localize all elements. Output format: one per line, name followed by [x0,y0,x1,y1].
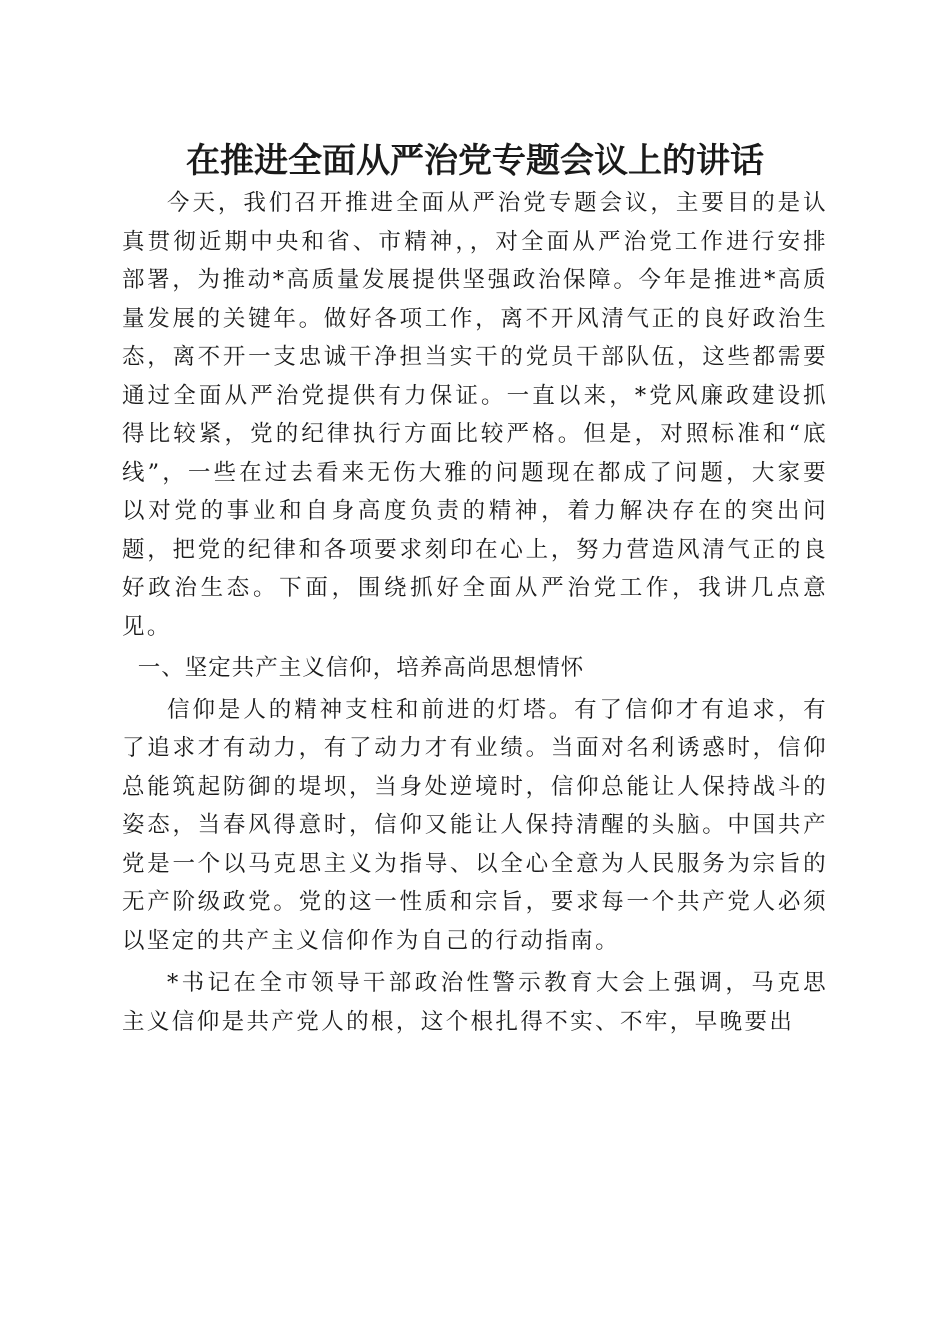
document-title: 在推进全面从严治党专题会议上的讲话 [186,141,764,181]
intro-paragraph: 今天，我们召开推进全面从严治党专题会议，主要目的是认真贯彻近期中央和省、市精神，，对全面从严治党工作进行安排部署，为推动*高质量发展提供坚强政治保障。今年是推进*高质量发展的关键年。做好各项工作，离不开风清气正的良好政治生态，离不开一支忠诚干净担当实干的党员干部队伍，这些都需要通过全面从严治党提供有力保证。一直以来，*党风廉政建设抓得比较紧，党的纪律执行方面比较严格。但是，对照标准和“底线”，一些在过去看来无伤大雅的问题现在都成了问题，大家要以对党的事业和自身高度负责的精神，着力解决存在的突出问题，把党的纪律和各项要求刻印在心上，努力营造风清气正的良好政治生态。下面，围绕抓好全面从严治党工作，我讲几点意见。 [122,190,828,640]
section-1-heading: 一、坚定共产主义信仰，培养高尚思想情怀 [137,655,585,681]
section-1-paragraph-2: *书记在全市领导干部政治性警示教育大会上强调，马克思主义信仰是共产党人的根，这个根扎得不实、不牢，早晚要出 [122,970,828,1035]
section-1-paragraph-1: 信仰是人的精神支柱和前进的灯塔。有了信仰才有追求，有了追求才有动力，有了动力才有业绩。当面对名利诱惑时，信仰总能筑起防御的堤坝，当身处逆境时，信仰总能让人保持战斗的姿态，当春风得意时，信仰又能让人保持清醒的头脑。中国共产党是一个以马克思主义为指导、以全心全意为人民服务为宗旨的无产阶级政党。党的这一性质和宗旨，要求每一个共产党人必须以坚定的共产主义信仰作为自己的行动指南。 [122,696,828,954]
document-page [122,138,828,1041]
